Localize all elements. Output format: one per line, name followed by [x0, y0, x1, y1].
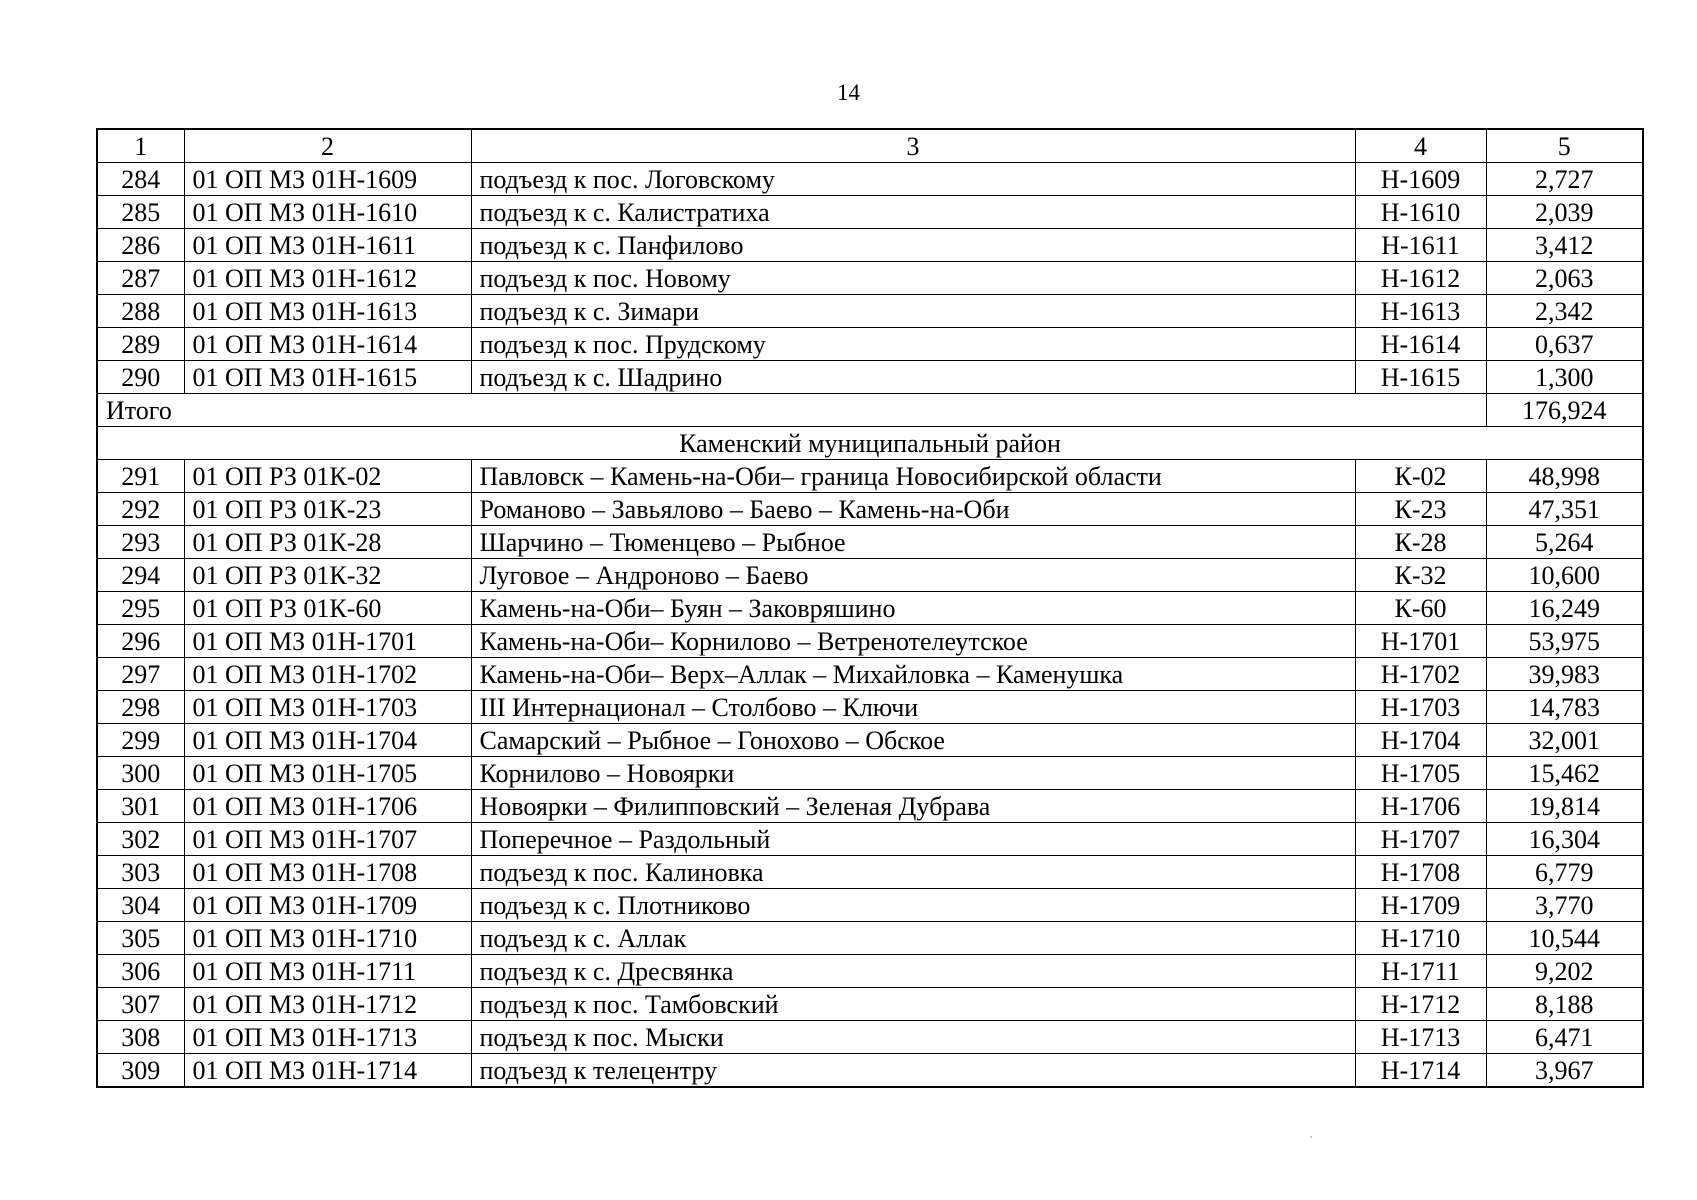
table-row	[97, 691, 1643, 724]
row-number: 291	[97, 460, 184, 493]
row-number: 306	[97, 955, 184, 988]
road-code: 01 ОП РЗ 01К-28	[184, 526, 471, 559]
section-row	[97, 427, 1643, 460]
row-number: 290	[97, 361, 184, 394]
row-number: 285	[97, 196, 184, 229]
road-code: 01 ОП МЗ 01Н-1703	[184, 691, 471, 724]
road-index: Н-1703	[1355, 691, 1486, 724]
table-row	[97, 823, 1643, 856]
road-length: 16,304	[1486, 823, 1643, 856]
row-number: 299	[97, 724, 184, 757]
row-number: 308	[97, 1021, 184, 1054]
road-index: Н-1610	[1355, 196, 1486, 229]
road-name: Шарчино – Тюменцево – Рыбное	[471, 526, 1355, 559]
road-name: Камень-на-Оби– Корнилово – Ветренотелеутское	[471, 625, 1355, 658]
row-number: 293	[97, 526, 184, 559]
road-code: 01 ОП МЗ 01Н-1709	[184, 889, 471, 922]
road-name: подъезд к пос. Тамбовский	[471, 988, 1355, 1021]
row-number: 304	[97, 889, 184, 922]
road-length: 8,188	[1486, 988, 1643, 1021]
road-index: Н-1615	[1355, 361, 1486, 394]
road-length: 2,039	[1486, 196, 1643, 229]
road-code: 01 ОП МЗ 01Н-1613	[184, 295, 471, 328]
road-name: подъезд к с. Зимари	[471, 295, 1355, 328]
section-title: Каменский муниципальный район	[97, 427, 1643, 460]
table-row	[97, 757, 1643, 790]
row-number: 309	[97, 1054, 184, 1088]
row-number: 296	[97, 625, 184, 658]
road-length: 10,600	[1486, 559, 1643, 592]
table-row	[97, 658, 1643, 691]
road-length: 2,342	[1486, 295, 1643, 328]
road-length: 3,770	[1486, 889, 1643, 922]
road-index: К-60	[1355, 592, 1486, 625]
road-index: К-28	[1355, 526, 1486, 559]
total-value: 176,924	[1486, 394, 1643, 427]
road-name: подъезд к пос. Калиновка	[471, 856, 1355, 889]
road-index: К-32	[1355, 559, 1486, 592]
road-code: 01 ОП МЗ 01Н-1702	[184, 658, 471, 691]
row-number: 301	[97, 790, 184, 823]
road-code: 01 ОП МЗ 01Н-1711	[184, 955, 471, 988]
header-col-1: 1	[97, 129, 184, 163]
road-name: Поперечное – Раздольный	[471, 823, 1355, 856]
road-code: 01 ОП МЗ 01Н-1712	[184, 988, 471, 1021]
row-number: 307	[97, 988, 184, 1021]
road-index: К-02	[1355, 460, 1486, 493]
road-name: Новоярки – Филипповский – Зеленая Дубрава	[471, 790, 1355, 823]
road-name: Корнилово – Новоярки	[471, 757, 1355, 790]
road-code: 01 ОП МЗ 01Н-1705	[184, 757, 471, 790]
road-length: 6,779	[1486, 856, 1643, 889]
row-number: 303	[97, 856, 184, 889]
road-code: 01 ОП МЗ 01Н-1710	[184, 922, 471, 955]
table-row	[97, 724, 1643, 757]
road-name: Камень-на-Оби– Буян – Заковряшино	[471, 592, 1355, 625]
road-index: Н-1709	[1355, 889, 1486, 922]
row-number: 295	[97, 592, 184, 625]
road-index: К-23	[1355, 493, 1486, 526]
road-index: Н-1609	[1355, 163, 1486, 196]
road-length: 3,412	[1486, 229, 1643, 262]
total-row	[97, 394, 1643, 427]
road-index: Н-1613	[1355, 295, 1486, 328]
table-row	[97, 295, 1643, 328]
road-length: 10,544	[1486, 922, 1643, 955]
total-label: Итого	[97, 394, 1486, 427]
road-name: Камень-на-Оби– Верх–Аллак – Михайловка – Каменушка	[471, 658, 1355, 691]
road-index: Н-1701	[1355, 625, 1486, 658]
row-number: 292	[97, 493, 184, 526]
table-row	[97, 988, 1643, 1021]
row-number: 298	[97, 691, 184, 724]
page-number: 14	[837, 80, 860, 105]
table-row	[97, 592, 1643, 625]
road-length: 48,998	[1486, 460, 1643, 493]
road-length: 2,727	[1486, 163, 1643, 196]
header-col-3: 3	[471, 129, 1355, 163]
table-row	[97, 922, 1643, 955]
road-code: 01 ОП МЗ 01Н-1609	[184, 163, 471, 196]
road-length: 0,637	[1486, 328, 1643, 361]
road-index: Н-1711	[1355, 955, 1486, 988]
road-code: 01 ОП МЗ 01Н-1713	[184, 1021, 471, 1054]
header-col-5: 5	[1486, 129, 1643, 163]
road-code: 01 ОП МЗ 01Н-1707	[184, 823, 471, 856]
road-name: подъезд к пос. Мыски	[471, 1021, 1355, 1054]
table-row	[97, 625, 1643, 658]
road-code: 01 ОП РЗ 01К-32	[184, 559, 471, 592]
header-row	[97, 129, 1643, 163]
row-number: 286	[97, 229, 184, 262]
road-length: 14,783	[1486, 691, 1643, 724]
road-length: 16,249	[1486, 592, 1643, 625]
road-length: 47,351	[1486, 493, 1643, 526]
road-name: подъезд к с. Дресвянка	[471, 955, 1355, 988]
road-name: подъезд к пос. Новому	[471, 262, 1355, 295]
road-code: 01 ОП МЗ 01Н-1611	[184, 229, 471, 262]
road-index: Н-1706	[1355, 790, 1486, 823]
scan-speck	[1310, 1136, 1312, 1138]
table-row	[97, 328, 1643, 361]
road-length: 15,462	[1486, 757, 1643, 790]
road-code: 01 ОП РЗ 01К-02	[184, 460, 471, 493]
road-index: Н-1702	[1355, 658, 1486, 691]
road-length: 1,300	[1486, 361, 1643, 394]
table-row	[97, 163, 1643, 196]
road-name: подъезд к с. Плотниково	[471, 889, 1355, 922]
road-index: Н-1713	[1355, 1021, 1486, 1054]
road-name: подъезд к с. Шадрино	[471, 361, 1355, 394]
road-length: 53,975	[1486, 625, 1643, 658]
table-row	[97, 196, 1643, 229]
roads-table	[96, 128, 1644, 1088]
row-number: 289	[97, 328, 184, 361]
table-row	[97, 262, 1643, 295]
road-length: 3,967	[1486, 1054, 1643, 1088]
table-row	[97, 493, 1643, 526]
road-length: 6,471	[1486, 1021, 1643, 1054]
road-name: подъезд к с. Панфилово	[471, 229, 1355, 262]
road-code: 01 ОП МЗ 01Н-1615	[184, 361, 471, 394]
road-length: 19,814	[1486, 790, 1643, 823]
table-row	[97, 460, 1643, 493]
road-name: Самарский – Рыбное – Гонохово – Обское	[471, 724, 1355, 757]
row-number: 305	[97, 922, 184, 955]
row-number: 284	[97, 163, 184, 196]
row-number: 297	[97, 658, 184, 691]
road-index: Н-1611	[1355, 229, 1486, 262]
road-index: Н-1705	[1355, 757, 1486, 790]
header-col-4: 4	[1355, 129, 1486, 163]
road-index: Н-1707	[1355, 823, 1486, 856]
table-row	[97, 889, 1643, 922]
table-body	[97, 129, 1643, 1087]
road-name: подъезд к пос. Прудскому	[471, 328, 1355, 361]
road-name: подъезд к с. Аллак	[471, 922, 1355, 955]
road-code: 01 ОП МЗ 01Н-1708	[184, 856, 471, 889]
table-row	[97, 526, 1643, 559]
row-number: 302	[97, 823, 184, 856]
table-row	[97, 559, 1643, 592]
road-length: 5,264	[1486, 526, 1643, 559]
road-code: 01 ОП МЗ 01Н-1610	[184, 196, 471, 229]
row-number: 288	[97, 295, 184, 328]
road-index: Н-1712	[1355, 988, 1486, 1021]
road-code: 01 ОП МЗ 01Н-1706	[184, 790, 471, 823]
road-length: 2,063	[1486, 262, 1643, 295]
road-code: 01 ОП МЗ 01Н-1614	[184, 328, 471, 361]
table-row	[97, 790, 1643, 823]
road-name: Павловск – Камень-на-Оби– граница Новосибирской области	[471, 460, 1355, 493]
road-code: 01 ОП МЗ 01Н-1714	[184, 1054, 471, 1088]
table-row	[97, 1054, 1643, 1088]
row-number: 300	[97, 757, 184, 790]
road-index: Н-1710	[1355, 922, 1486, 955]
road-code: 01 ОП МЗ 01Н-1612	[184, 262, 471, 295]
road-length: 39,983	[1486, 658, 1643, 691]
road-index: Н-1708	[1355, 856, 1486, 889]
road-index: Н-1612	[1355, 262, 1486, 295]
road-code: 01 ОП МЗ 01Н-1701	[184, 625, 471, 658]
row-number: 294	[97, 559, 184, 592]
table-row	[97, 361, 1643, 394]
road-name: подъезд к телецентру	[471, 1054, 1355, 1088]
road-code: 01 ОП РЗ 01К-60	[184, 592, 471, 625]
road-name: подъезд к с. Калистратиха	[471, 196, 1355, 229]
row-number: 287	[97, 262, 184, 295]
road-index: Н-1704	[1355, 724, 1486, 757]
road-index: Н-1714	[1355, 1054, 1486, 1088]
road-name: III Интернационал – Столбово – Ключи	[471, 691, 1355, 724]
road-length: 9,202	[1486, 955, 1643, 988]
table-row	[97, 955, 1643, 988]
road-index: Н-1614	[1355, 328, 1486, 361]
road-name: Романово – Завьялово – Баево – Камень-на-Оби	[471, 493, 1355, 526]
road-name: подъезд к пос. Логовскому	[471, 163, 1355, 196]
header-col-2: 2	[184, 129, 471, 163]
road-name: Луговое – Андроново – Баево	[471, 559, 1355, 592]
road-length: 32,001	[1486, 724, 1643, 757]
road-code: 01 ОП МЗ 01Н-1704	[184, 724, 471, 757]
table-row	[97, 856, 1643, 889]
table-row	[97, 1021, 1643, 1054]
table-row	[97, 229, 1643, 262]
road-code: 01 ОП РЗ 01К-23	[184, 493, 471, 526]
